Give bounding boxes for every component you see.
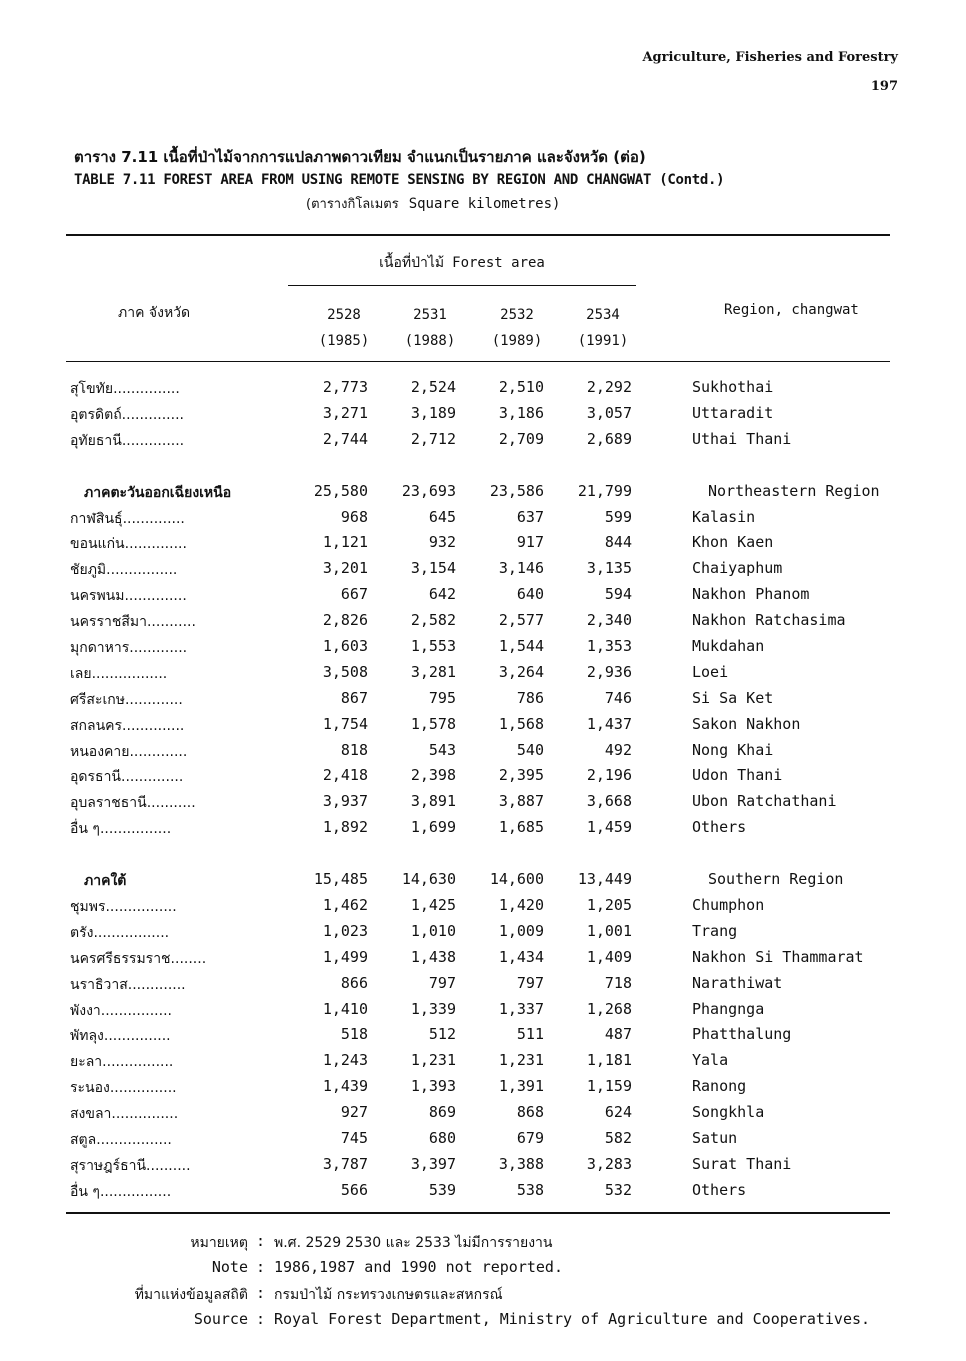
forest-area-value: 3,201 xyxy=(322,559,368,578)
province-name-english: Yala xyxy=(692,1051,729,1070)
province-name-thai: ชัยภูมิ................ xyxy=(70,562,178,579)
province-name-english: Phatthalung xyxy=(692,1025,792,1044)
region-name-english: Southern Region xyxy=(708,870,844,889)
note-row xyxy=(0,1284,966,1310)
province-name-thai: สตูล................. xyxy=(70,1132,172,1149)
forest-area-value: 1,685 xyxy=(498,818,544,837)
forest-area-value: 15,485 xyxy=(313,870,368,889)
province-name-english: Satun xyxy=(692,1129,738,1148)
table-top-rule xyxy=(66,234,890,236)
forest-area-english: Forest area xyxy=(452,255,545,271)
forest-area-value: 917 xyxy=(516,533,544,552)
notes-block xyxy=(0,1232,966,1336)
page-header xyxy=(642,50,898,94)
forest-area-value: 2,510 xyxy=(498,378,544,396)
table-row xyxy=(0,894,966,920)
province-name-english: Chaiyaphum xyxy=(692,559,783,578)
province-name-english: Nakhon Phanom xyxy=(692,585,810,604)
forest-area-value: 2,398 xyxy=(410,766,456,785)
title-english: TABLE 7.11 FOREST AREA FROM USING REMOTE SENSING BY REGION AND CHANGWAT (Contd.) xyxy=(74,172,725,188)
forest-area-value: 797 xyxy=(428,973,456,992)
table-row xyxy=(0,1127,966,1153)
table-row xyxy=(0,557,966,583)
forest-area-value: 2,196 xyxy=(586,766,632,785)
forest-area-value: 3,146 xyxy=(498,559,544,578)
forest-area-value: 1,439 xyxy=(322,1077,368,1096)
forest-area-value: 14,630 xyxy=(401,870,456,889)
forest-area-value: 23,693 xyxy=(401,481,456,500)
forest-area-value: 1,568 xyxy=(498,714,544,733)
province-name-english: Nakhon Si Thammarat xyxy=(692,947,864,966)
forest-area-value: 645 xyxy=(428,507,456,526)
forest-area-value: 1,181 xyxy=(586,1051,632,1070)
province-name-thai: นครพนม.............. xyxy=(70,588,187,605)
forest-area-value: 492 xyxy=(604,740,632,759)
year-header: 2534 (1991) xyxy=(577,307,629,349)
forest-area-value: 1,499 xyxy=(322,947,368,966)
province-name-thai: สุโขทัย............... xyxy=(70,381,180,397)
forest-area-value: 932 xyxy=(428,533,456,552)
forest-area-value: 718 xyxy=(604,973,632,992)
forest-area-value: 14,600 xyxy=(489,870,544,889)
forest-area-value: 844 xyxy=(604,533,632,552)
region-name-english: Northeastern Region xyxy=(708,481,880,500)
forest-area-value: 927 xyxy=(340,1103,368,1122)
region-name-thai: ภาคตะวันออกเฉียงเหนือ xyxy=(84,484,232,501)
province-name-thai: อุดรธานี.............. xyxy=(70,769,184,786)
unit-english: Square kilometres) xyxy=(408,196,561,212)
note-label: ที่มาแห่งข้อมูลสถิติ xyxy=(134,1287,248,1303)
forest-area-value: 1,121 xyxy=(322,533,368,552)
note-row xyxy=(0,1258,966,1284)
forest-area-value: 1,159 xyxy=(586,1077,632,1096)
forest-area-value: 1,578 xyxy=(410,714,456,733)
year-header: 2531 (1988) xyxy=(404,307,456,349)
forest-area-value: 3,891 xyxy=(410,792,456,811)
table-row xyxy=(0,790,966,816)
province-name-english: Sakon Nakhon xyxy=(692,714,801,733)
note-separator: : xyxy=(256,1310,266,1328)
year-header: 2528 (1985) xyxy=(318,307,370,349)
note-separator: : xyxy=(256,1258,266,1276)
forest-area-value: 1,243 xyxy=(322,1051,368,1070)
note-row xyxy=(0,1310,966,1336)
forest-area-value: 3,057 xyxy=(586,403,632,422)
table-row xyxy=(0,946,966,972)
forest-area-value: 1,205 xyxy=(586,896,632,915)
forest-area-value: 23,586 xyxy=(489,481,544,500)
forest-area-value: 3,787 xyxy=(322,1154,368,1173)
forest-area-value: 2,395 xyxy=(498,766,544,785)
forest-area-value: 2,418 xyxy=(322,766,368,785)
forest-area-value: 3,135 xyxy=(586,559,632,578)
forest-area-value: 2,524 xyxy=(410,378,456,396)
table-row xyxy=(0,1153,966,1179)
forest-area-value: 1,001 xyxy=(586,921,632,940)
note-label: หมายเหตุ xyxy=(190,1235,248,1251)
forest-area-value: 1,391 xyxy=(498,1077,544,1096)
forest-area-value: 2,826 xyxy=(322,611,368,630)
forest-area-value: 21,799 xyxy=(577,481,632,500)
province-name-english: Nong Khai xyxy=(692,740,774,759)
forest-area-value: 566 xyxy=(340,1180,368,1199)
forest-area-value: 487 xyxy=(604,1025,632,1044)
note-text: 1986,1987 and 1990 not reported. xyxy=(274,1258,563,1276)
forest-area-value: 539 xyxy=(428,1180,456,1199)
table-row xyxy=(0,531,966,557)
forest-area-value: 1,353 xyxy=(586,637,632,656)
forest-area-value: 1,459 xyxy=(586,818,632,837)
forest-area-value: 2,292 xyxy=(586,378,632,396)
table-row xyxy=(0,1101,966,1127)
group-spacer xyxy=(0,842,966,868)
note-text: พ.ศ. 2529 2530 และ 2533 ไม่มีการรายงาน xyxy=(274,1235,553,1251)
table-row xyxy=(0,1023,966,1049)
forest-area-rule xyxy=(288,285,636,286)
forest-area-value: 3,271 xyxy=(322,403,368,422)
forest-area-value: 2,689 xyxy=(586,429,632,448)
forest-area-value: 1,754 xyxy=(322,714,368,733)
province-name-english: Khon Kaen xyxy=(692,533,774,552)
forest-area-value: 1,425 xyxy=(410,896,456,915)
table-row xyxy=(0,506,966,532)
forest-area-value: 866 xyxy=(340,973,368,992)
province-name-english: Si Sa Ket xyxy=(692,688,774,707)
region-total-row xyxy=(0,868,966,894)
forest-area-value: 594 xyxy=(604,585,632,604)
province-name-thai: พัทลุง............... xyxy=(70,1028,171,1045)
forest-area-value: 1,410 xyxy=(322,999,368,1018)
year-header: 2532 (1989) xyxy=(491,307,543,349)
note-row xyxy=(0,1232,966,1258)
table-row xyxy=(0,376,966,402)
forest-area-value: 797 xyxy=(516,973,544,992)
forest-area-value: 1,010 xyxy=(410,921,456,940)
forest-area-value: 3,189 xyxy=(410,403,456,422)
forest-area-value: 2,577 xyxy=(498,611,544,630)
forest-area-value: 1,337 xyxy=(498,999,544,1018)
note-separator: : xyxy=(256,1232,266,1250)
note-label: Note xyxy=(211,1258,248,1276)
province-name-thai: เลย................. xyxy=(70,665,168,682)
forest-area-value: 1,462 xyxy=(322,896,368,915)
table-row xyxy=(0,635,966,661)
forest-area-value: 3,283 xyxy=(586,1154,632,1173)
forest-area-value: 745 xyxy=(340,1129,368,1148)
province-name-thai: นราธิวาส............. xyxy=(70,976,186,993)
province-name-english: Udon Thani xyxy=(692,766,783,785)
forest-area-value: 1,892 xyxy=(322,818,368,837)
forest-area-value: 3,397 xyxy=(410,1154,456,1173)
forest-area-thai: เนื้อที่ป่าไม้ xyxy=(379,255,445,271)
forest-area-value: 582 xyxy=(604,1129,632,1148)
forest-area-value: 3,508 xyxy=(322,662,368,681)
unit-thai: (ตารางกิโลเมตร xyxy=(306,197,399,212)
table-row xyxy=(0,609,966,635)
province-name-english: Ranong xyxy=(692,1077,747,1096)
note-label: Source xyxy=(193,1310,248,1328)
section-title: Agriculture, Fisheries and Forestry xyxy=(642,50,898,65)
table-title xyxy=(74,146,904,217)
province-name-english: Narathiwat xyxy=(692,973,783,992)
table-row xyxy=(0,428,966,454)
forest-area-value: 13,449 xyxy=(577,870,632,889)
forest-area-value: 680 xyxy=(428,1129,456,1148)
province-name-english: Others xyxy=(692,1180,747,1199)
forest-area-value: 795 xyxy=(428,688,456,707)
forest-area-value: 867 xyxy=(340,688,368,707)
forest-area-value: 1,544 xyxy=(498,637,544,656)
table-bottom-rule xyxy=(66,1212,890,1214)
province-name-thai: ศรีสะเกษ............. xyxy=(70,691,183,708)
forest-area-value: 1,231 xyxy=(498,1051,544,1070)
table-row xyxy=(0,402,966,428)
forest-area-value: 1,553 xyxy=(410,637,456,656)
forest-area-value: 2,744 xyxy=(322,429,368,448)
forest-area-value: 2,582 xyxy=(410,611,456,630)
table-row xyxy=(0,998,966,1024)
forest-area-value: 868 xyxy=(516,1103,544,1122)
forest-area-value: 1,438 xyxy=(410,947,456,966)
province-name-thai: อื่น ๆ................ xyxy=(70,1183,172,1200)
forest-area-value: 2,936 xyxy=(586,662,632,681)
province-name-thai: อุบลราชธานี........... xyxy=(70,795,196,812)
province-name-english: Loei xyxy=(692,662,729,681)
province-name-english: Nakhon Ratchasima xyxy=(692,611,846,630)
title-thai: ตาราง 7.11 เนื้อที่ป่าไม้จากการแปลภาพดาวเทียม จำแนกเป็นรายภาค และจังหวัด (ต่อ) xyxy=(74,148,646,166)
province-name-thai: สงขลา............... xyxy=(70,1106,179,1123)
province-name-thai: นครราชสีมา........... xyxy=(70,614,196,631)
province-name-thai: อุตรดิตถ์.............. xyxy=(70,406,184,423)
forest-area-value: 1,603 xyxy=(322,637,368,656)
forest-area-value: 637 xyxy=(516,507,544,526)
forest-area-value: 543 xyxy=(428,740,456,759)
forest-area-value: 1,393 xyxy=(410,1077,456,1096)
table-row xyxy=(0,972,966,998)
province-name-thai: ขอนแก่น.............. xyxy=(70,536,187,553)
forest-area-value: 624 xyxy=(604,1103,632,1122)
header-bottom-rule xyxy=(66,361,890,362)
table-row xyxy=(0,764,966,790)
province-name-thai: นครศรีธรรมราช........ xyxy=(70,950,207,967)
forest-area-value: 2,709 xyxy=(498,429,544,448)
forest-area-value: 869 xyxy=(428,1103,456,1122)
forest-area-value: 518 xyxy=(340,1025,368,1044)
forest-area-value: 540 xyxy=(516,740,544,759)
forest-area-value: 746 xyxy=(604,688,632,707)
province-name-thai: พังงา................ xyxy=(70,1002,172,1019)
forest-area-value: 538 xyxy=(516,1180,544,1199)
forest-area-value: 642 xyxy=(428,585,456,604)
province-name-english: Mukdahan xyxy=(692,637,765,656)
table-row xyxy=(0,687,966,713)
table-row xyxy=(0,713,966,739)
forest-area-value: 25,580 xyxy=(313,481,368,500)
province-name-thai: ชุมพร................ xyxy=(70,899,177,916)
region-total-row xyxy=(0,480,966,506)
forest-area-value: 532 xyxy=(604,1180,632,1199)
table-row xyxy=(0,1179,966,1205)
forest-area-header xyxy=(288,252,636,274)
province-name-english: Chumphon xyxy=(692,896,765,915)
forest-area-value: 667 xyxy=(340,585,368,604)
forest-area-value: 968 xyxy=(340,507,368,526)
table-row xyxy=(0,661,966,687)
table-row xyxy=(0,1049,966,1075)
forest-area-value: 511 xyxy=(516,1025,544,1044)
province-name-english: Surat Thani xyxy=(692,1154,792,1173)
forest-area-value: 2,773 xyxy=(322,378,368,396)
province-header-thai: ภาค จังหวัด xyxy=(118,305,191,321)
forest-area-value: 3,264 xyxy=(498,662,544,681)
province-name-thai: สุราษฎร์ธานี.......... xyxy=(70,1157,191,1174)
province-name-thai: อุทัยธานี.............. xyxy=(70,432,185,449)
forest-area-value: 640 xyxy=(516,585,544,604)
province-name-english: Trang xyxy=(692,921,738,940)
forest-area-value: 1,339 xyxy=(410,999,456,1018)
province-name-thai: กาฬสินธุ์.............. xyxy=(70,510,185,527)
table-row xyxy=(0,739,966,765)
province-name-english: Phangnga xyxy=(692,999,765,1018)
table-row xyxy=(0,920,966,946)
province-name-english: Uttaradit xyxy=(692,403,774,422)
forest-area-value: 1,231 xyxy=(410,1051,456,1070)
forest-area-value: 679 xyxy=(516,1129,544,1148)
forest-area-value: 1,268 xyxy=(586,999,632,1018)
forest-area-value: 3,937 xyxy=(322,792,368,811)
province-name-thai: มุกดาหาร............. xyxy=(70,640,188,657)
table-row xyxy=(0,1075,966,1101)
province-name-english: Kalasin xyxy=(692,507,756,526)
forest-area-value: 2,340 xyxy=(586,611,632,630)
forest-area-value: 3,388 xyxy=(498,1154,544,1173)
forest-area-value: 1,437 xyxy=(586,714,632,733)
forest-area-value: 2,712 xyxy=(410,429,456,448)
forest-area-value: 3,887 xyxy=(498,792,544,811)
province-name-english: Others xyxy=(692,818,747,837)
group-spacer xyxy=(0,454,966,480)
province-name-thai: สกลนคร.............. xyxy=(70,717,185,734)
forest-area-value: 3,281 xyxy=(410,662,456,681)
forest-area-value: 818 xyxy=(340,740,368,759)
forest-area-value: 1,434 xyxy=(498,947,544,966)
region-name-thai: ภาคใต้ xyxy=(84,873,127,890)
province-name-thai: ตรัง................. xyxy=(70,924,170,941)
province-name-thai: ระนอง............... xyxy=(70,1080,177,1097)
forest-area-value: 3,154 xyxy=(410,559,456,578)
province-name-thai: หนองคาย............. xyxy=(70,743,188,760)
province-name-english: Sukhothai xyxy=(692,378,774,396)
table-row xyxy=(0,583,966,609)
forest-area-value: 1,023 xyxy=(322,921,368,940)
note-text: Royal Forest Department, Ministry of Agriculture and Cooperatives. xyxy=(274,1310,871,1328)
forest-area-table xyxy=(0,376,966,1205)
forest-area-value: 1,009 xyxy=(498,921,544,940)
page-number: 197 xyxy=(870,79,898,94)
unit-label xyxy=(74,192,904,217)
province-name-thai: อื่น ๆ................ xyxy=(70,821,172,838)
forest-area-value: 512 xyxy=(428,1025,456,1044)
forest-area-value: 3,668 xyxy=(586,792,632,811)
province-name-english: Uthai Thani xyxy=(692,429,792,448)
forest-area-value: 1,420 xyxy=(498,896,544,915)
forest-area-value: 1,409 xyxy=(586,947,632,966)
forest-area-value: 599 xyxy=(604,507,632,526)
forest-area-value: 786 xyxy=(516,688,544,707)
forest-area-value: 1,699 xyxy=(410,818,456,837)
province-name-english: Ubon Ratchathani xyxy=(692,792,837,811)
region-header-english: Region, changwat xyxy=(724,302,859,318)
table-row xyxy=(0,816,966,842)
note-separator: : xyxy=(256,1284,266,1302)
province-name-thai: ยะลา................ xyxy=(70,1054,174,1071)
province-name-english: Songkhla xyxy=(692,1103,765,1122)
forest-area-value: 3,186 xyxy=(498,403,544,422)
note-text: กรมป่าไม้ กระทรวงเกษตรและสหกรณ์ xyxy=(274,1287,503,1303)
